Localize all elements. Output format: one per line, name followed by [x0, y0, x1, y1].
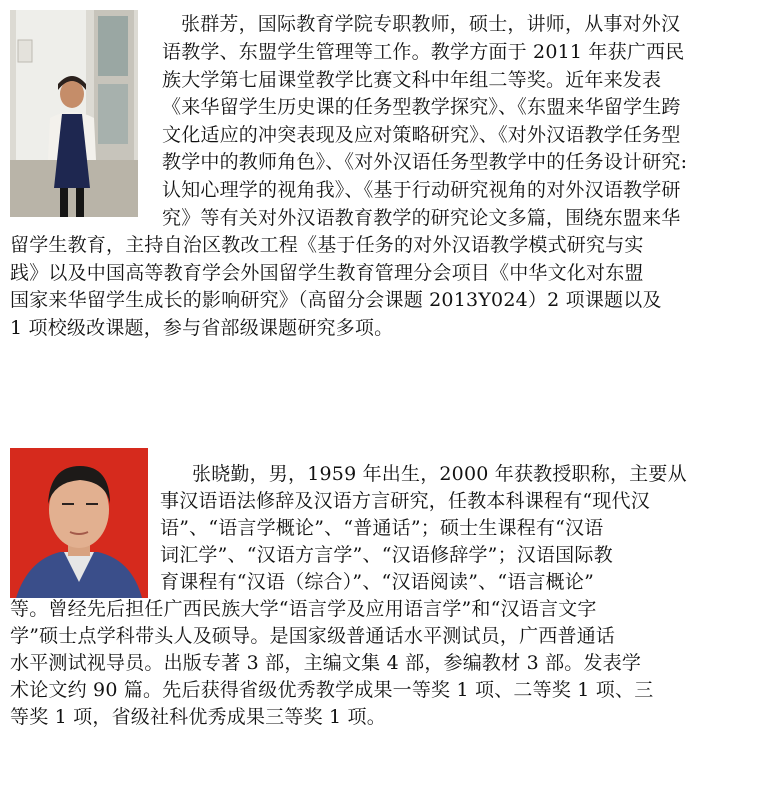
bio-line: 文化适应的冲突表现及应对策略研究》、《对外汉语教学任务型 — [162, 124, 681, 146]
bio-line: 语”、“语言学概论”、“普通话”；硕士生课程有“汉语 — [160, 517, 604, 539]
bio-line: 族大学第七届课堂教学比赛文科中年组二等奖。近年来发表 — [162, 69, 662, 91]
portrait-photo-male — [10, 448, 148, 598]
portrait-photo-female — [10, 10, 138, 217]
bio-line: 《来华留学生历史课的任务型教学探究》、《东盟来华留学生跨 — [162, 96, 681, 118]
bio-line: 等。曾经先后担任广西民族大学“语言学及应用语言学”和“汉语言文字 — [10, 598, 597, 620]
bio-line: 留学生教育，主持自治区教改工程《基于任务的对外汉语教学模式研究与实 — [10, 234, 644, 256]
bio-line: 育课程有“汉语（综合）”、“汉语阅读”、“语言概论” — [160, 571, 594, 593]
bio-line: 张晓勤，男，1959 年出生，2000 年获教授职称，主要从 — [192, 463, 687, 485]
bio-line: 事汉语语法修辞及汉语方言研究，任教本科课程有“现代汉 — [160, 490, 650, 512]
bio-line: 1 项校级改课题，参与省部级课题研究多项。 — [10, 317, 394, 339]
bio-line: 学”硕士点学科带头人及硕导。是国家级普通话水平测试员，广西普通话 — [10, 625, 616, 647]
bio-line: 教学中的教师角色》、《对外汉语任务型教学中的任务设计研究: — [162, 151, 688, 173]
profile-zhang-qunfang — [0, 10, 771, 370]
profile-zhang-xiaoqin — [0, 448, 771, 778]
bio-line: 水平测试视导员。出版专著 3 部，主编文集 4 部，参编教材 3 部。发表学 — [10, 652, 642, 674]
bio-line: 认知心理学的视角我》、《基于行动研究视角的对外汉语教学研 — [162, 179, 681, 201]
bio-line: 等奖 1 项，省级社科优秀成果三等奖 1 项。 — [10, 706, 386, 728]
bio-line: 术论文约 90 篇。先后获得省级优秀教学成果一等奖 1 项、二等奖 1 项、三 — [10, 679, 654, 701]
bio-line: 词汇学”、“汉语方言学”、“汉语修辞学”；汉语国际教 — [160, 544, 613, 566]
bio-line: 国家来华留学生成长的影响研究》（高留分会课题 2013Y024）2 项课题以及 — [10, 289, 662, 311]
bio-line: 张群芳，国际教育学院专职教师，硕士，讲师，从事对外汉 — [181, 13, 681, 35]
bio-line: 究》等有关对外汉语教育教学的研究论文多篇，围绕东盟来华 — [162, 207, 681, 229]
bio-line: 语教学、东盟学生管理等工作。教学方面于 2011 年获广西民 — [162, 41, 685, 63]
bio-line: 践》以及中国高等教育学会外国留学生教育管理分会项目《中华文化对东盟 — [10, 262, 644, 284]
